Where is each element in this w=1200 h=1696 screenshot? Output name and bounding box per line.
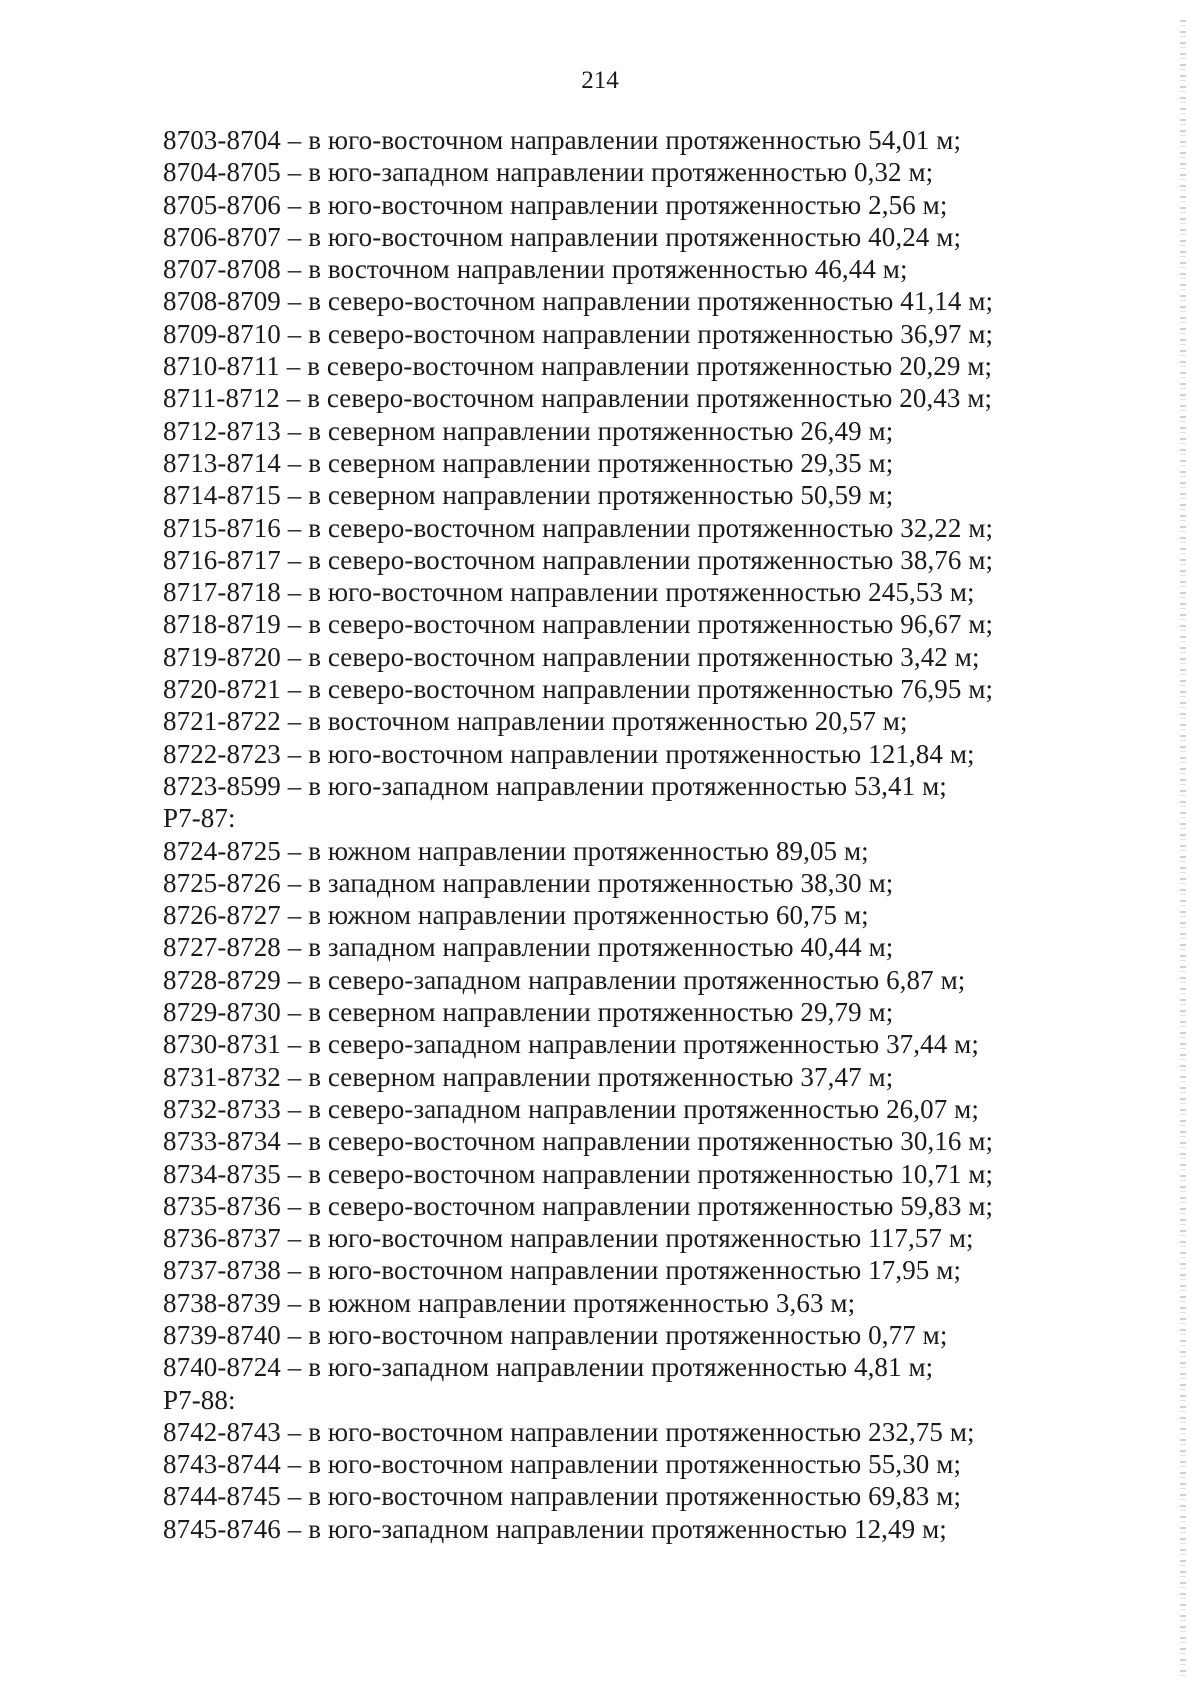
boundary-line: 8714-8715 – в северном направлении протяженностью 50,59 м; <box>163 480 894 511</box>
boundary-description-list <box>163 124 993 1545</box>
boundary-line: 8737-8738 – в юго-восточном направлении протяженностью 17,95 м; <box>163 1255 962 1286</box>
boundary-line: 8723-8599 – в юго-западном направлении протяженностью 53,41 м; <box>163 770 947 801</box>
boundary-line: 8740-8724 – в юго-западном направлении протяженностью 4,81 м; <box>163 1352 934 1383</box>
boundary-line: 8710-8711 – в северо-восточном направлении протяженностью 20,29 м; <box>163 351 993 382</box>
scan-edge-artifact <box>1180 20 1186 1680</box>
boundary-line: 8703-8704 – в юго-восточном направлении протяженностью 54,01 м; <box>163 125 962 155</box>
boundary-line: 8711-8712 – в северо-восточном направлении протяженностью 20,43 м; <box>163 383 993 414</box>
boundary-line: 8725-8726 – в западном направлении протяженностью 38,30 м; <box>163 867 894 898</box>
boundary-line: 8730-8731 – в северо-западном направлении протяженностью 37,44 м; <box>163 1029 979 1060</box>
boundary-line: 8731-8732 – в северном направлении протяженностью 37,47 м; <box>163 1061 894 1092</box>
boundary-line: 8743-8744 – в юго-восточном направлении протяженностью 55,30 м; <box>163 1449 962 1480</box>
boundary-line: 8719-8720 – в северо-восточном направлении протяженностью 3,42 м; <box>163 641 980 672</box>
page-number: 214 <box>581 67 619 94</box>
boundary-line: 8728-8729 – в северо-западном направлении протяженностью 6,87 м; <box>163 964 966 995</box>
boundary-line: 8717-8718 – в юго-восточном направлении протяженностью 245,53 м; <box>163 577 975 608</box>
boundary-line: 8708-8709 – в северо-восточном направлении протяженностью 41,14 м; <box>163 286 994 317</box>
boundary-line: 8729-8730 – в северном направлении протяженностью 29,79 м; <box>163 997 894 1028</box>
boundary-line: 8715-8716 – в северо-восточном направлении протяженностью 32,22 м; <box>163 512 994 543</box>
boundary-line: 8712-8713 – в северном направлении протяженностью 26,49 м; <box>163 415 894 446</box>
boundary-line: 8709-8710 – в северо-восточном направлении протяженностью 36,97 м; <box>163 318 994 349</box>
boundary-line: 8734-8735 – в северо-восточном направлении протяженностью 10,71 м; <box>163 1158 994 1189</box>
boundary-line: 8742-8743 – в юго-восточном направлении протяженностью 232,75 м; <box>163 1416 975 1447</box>
boundary-line: 8726-8727 – в южном направлении протяженностью 60,75 м; <box>163 900 869 931</box>
boundary-line: 8727-8728 – в западном направлении протяженностью 40,44 м; <box>163 932 894 963</box>
boundary-line: Р7-88: <box>163 1384 236 1415</box>
boundary-line: 8720-8721 – в северо-восточном направлении протяженностью 76,95 м; <box>163 674 994 705</box>
boundary-line: 8744-8745 – в юго-восточном направлении протяженностью 69,83 м; <box>163 1481 962 1512</box>
boundary-line: 8736-8737 – в юго-восточном направлении протяженностью 117,57 м; <box>163 1223 974 1254</box>
boundary-line: 8745-8746 – в юго-западном направлении протяженностью 12,49 м; <box>163 1513 947 1544</box>
boundary-line: 8739-8740 – в юго-восточном направлении протяженностью 0,77 м; <box>163 1319 948 1350</box>
boundary-line: 8713-8714 – в северном направлении протяженностью 29,35 м; <box>163 447 894 478</box>
boundary-line: 8722-8723 – в юго-восточном направлении протяженностью 121,84 м; <box>163 738 975 769</box>
boundary-line: 8721-8722 – в восточном направлении протяженностью 20,57 м; <box>163 706 908 737</box>
boundary-line: 8707-8708 – в восточном направлении протяженностью 46,44 м; <box>163 254 908 285</box>
boundary-line: 8724-8725 – в южном направлении протяженностью 89,05 м; <box>163 835 869 866</box>
boundary-line: 8738-8739 – в южном направлении протяженностью 3,63 м; <box>163 1287 856 1318</box>
boundary-line: Р7-87: <box>163 803 236 834</box>
boundary-line: 8704-8705 – в юго-западном направлении протяженностью 0,32 м; <box>163 157 934 188</box>
boundary-line: 8706-8707 – в юго-восточном направлении протяженностью 40,24 м; <box>163 221 962 252</box>
boundary-line: 8732-8733 – в северо-западном направлении протяженностью 26,07 м; <box>163 1093 979 1124</box>
boundary-line: 8718-8719 – в северо-восточном направлении протяженностью 96,67 м; <box>163 609 994 640</box>
boundary-line: 8735-8736 – в северо-восточном направлении протяженностью 59,83 м; <box>163 1190 994 1221</box>
boundary-line: 8733-8734 – в северо-восточном направлении протяженностью 30,16 м; <box>163 1126 994 1157</box>
boundary-line: 8716-8717 – в северо-восточном направлении протяженностью 38,76 м; <box>163 544 994 575</box>
boundary-line: 8705-8706 – в юго-восточном направлении протяженностью 2,56 м; <box>163 189 948 220</box>
